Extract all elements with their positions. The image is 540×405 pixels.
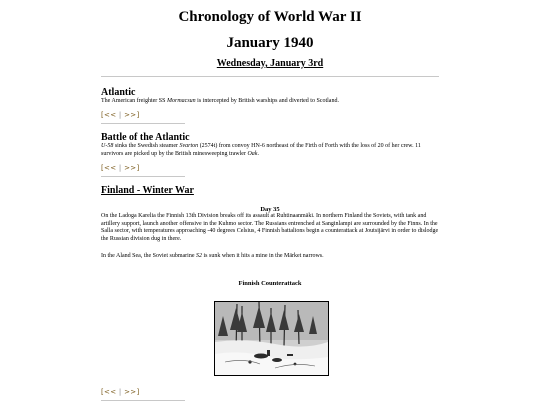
nav-links bbox=[101, 164, 139, 172]
counterattack-photo bbox=[214, 301, 329, 376]
text-span: sinks the Swedish steamer bbox=[113, 143, 180, 149]
section-heading-finland: Finland - Winter War bbox=[101, 185, 194, 196]
day-label: Day 35 bbox=[260, 206, 280, 213]
divider bbox=[101, 176, 185, 177]
nav-links bbox=[101, 388, 139, 396]
section-heading-battle-of-the-atlantic: Battle of the Atlantic bbox=[101, 132, 190, 143]
divider bbox=[101, 400, 185, 401]
text-span: (2574t) from convoy HN-6 northeast of the Firth of Forth with the loss of 20 of her crew. 11 survivors are picked up by the British minesweeping trawler bbox=[101, 143, 421, 157]
date-heading: Wednesday, January 3rd bbox=[216, 58, 324, 69]
uboat-name: U-58 bbox=[101, 143, 114, 149]
text-span: The American freighter SS bbox=[101, 98, 167, 104]
text-span: In the Aland Sea, the Soviet submarine bbox=[101, 253, 196, 259]
last-link[interactable]: ] bbox=[136, 111, 140, 119]
text-span: . bbox=[257, 150, 259, 157]
photo-caption: Finnish Counterattack bbox=[238, 280, 302, 287]
first-link[interactable]: [ bbox=[101, 111, 105, 119]
prev-link[interactable]: << bbox=[104, 111, 117, 119]
text-span: is sunk when it hits a mine in the Märket narrows. bbox=[201, 253, 324, 259]
section-text-battle-of-the-atlantic bbox=[101, 143, 439, 158]
month-title: January 1940 bbox=[226, 35, 314, 51]
submarine-name: S2 bbox=[195, 253, 202, 259]
next-link[interactable]: >> bbox=[124, 111, 137, 119]
ship-name: Oak bbox=[247, 150, 258, 157]
text-span: is intercepted by British warships and diverted to Scotland. bbox=[195, 98, 339, 104]
first-link[interactable]: [ bbox=[101, 164, 105, 172]
last-link[interactable]: ] bbox=[136, 164, 140, 172]
nav-separator: | bbox=[118, 388, 122, 396]
first-link[interactable]: [ bbox=[101, 388, 105, 396]
ship-name: Mormacsun bbox=[166, 98, 196, 104]
last-link[interactable]: ] bbox=[136, 388, 140, 396]
next-link[interactable]: >> bbox=[124, 164, 137, 172]
divider bbox=[101, 123, 185, 124]
prev-link[interactable]: << bbox=[104, 164, 117, 172]
nav-separator: | bbox=[118, 164, 122, 172]
section-text-finland: On the Ladoga Karelia the Finnish 13th Division breaks off its assault at Ruhtinaanmäki. In northern Finland the Soviets, with tank and artillery support, launch another offensive in the Kuhmo sector. The Russians entrenched at Sanginlampi are surrounded by the Finns. In the Salla sector, with temperatures approaching -40 degrees Celsius, 4 Finnish battalions begin a counterattack at Joutsijärvi in order to dislodge the Russian division dug in there. bbox=[101, 213, 439, 242]
section-text-aland bbox=[101, 253, 439, 261]
page-title: Chronology of World War II bbox=[178, 9, 362, 25]
nav-separator: | bbox=[118, 111, 122, 119]
ship-name: Svarton bbox=[179, 143, 199, 149]
nav-links bbox=[101, 111, 139, 119]
section-text-atlantic bbox=[101, 98, 439, 106]
section-heading-atlantic: Atlantic bbox=[101, 87, 136, 98]
winter-battlefield-image bbox=[215, 302, 328, 375]
prev-link[interactable]: << bbox=[104, 388, 117, 396]
next-link[interactable]: >> bbox=[124, 388, 137, 396]
divider bbox=[101, 76, 439, 77]
